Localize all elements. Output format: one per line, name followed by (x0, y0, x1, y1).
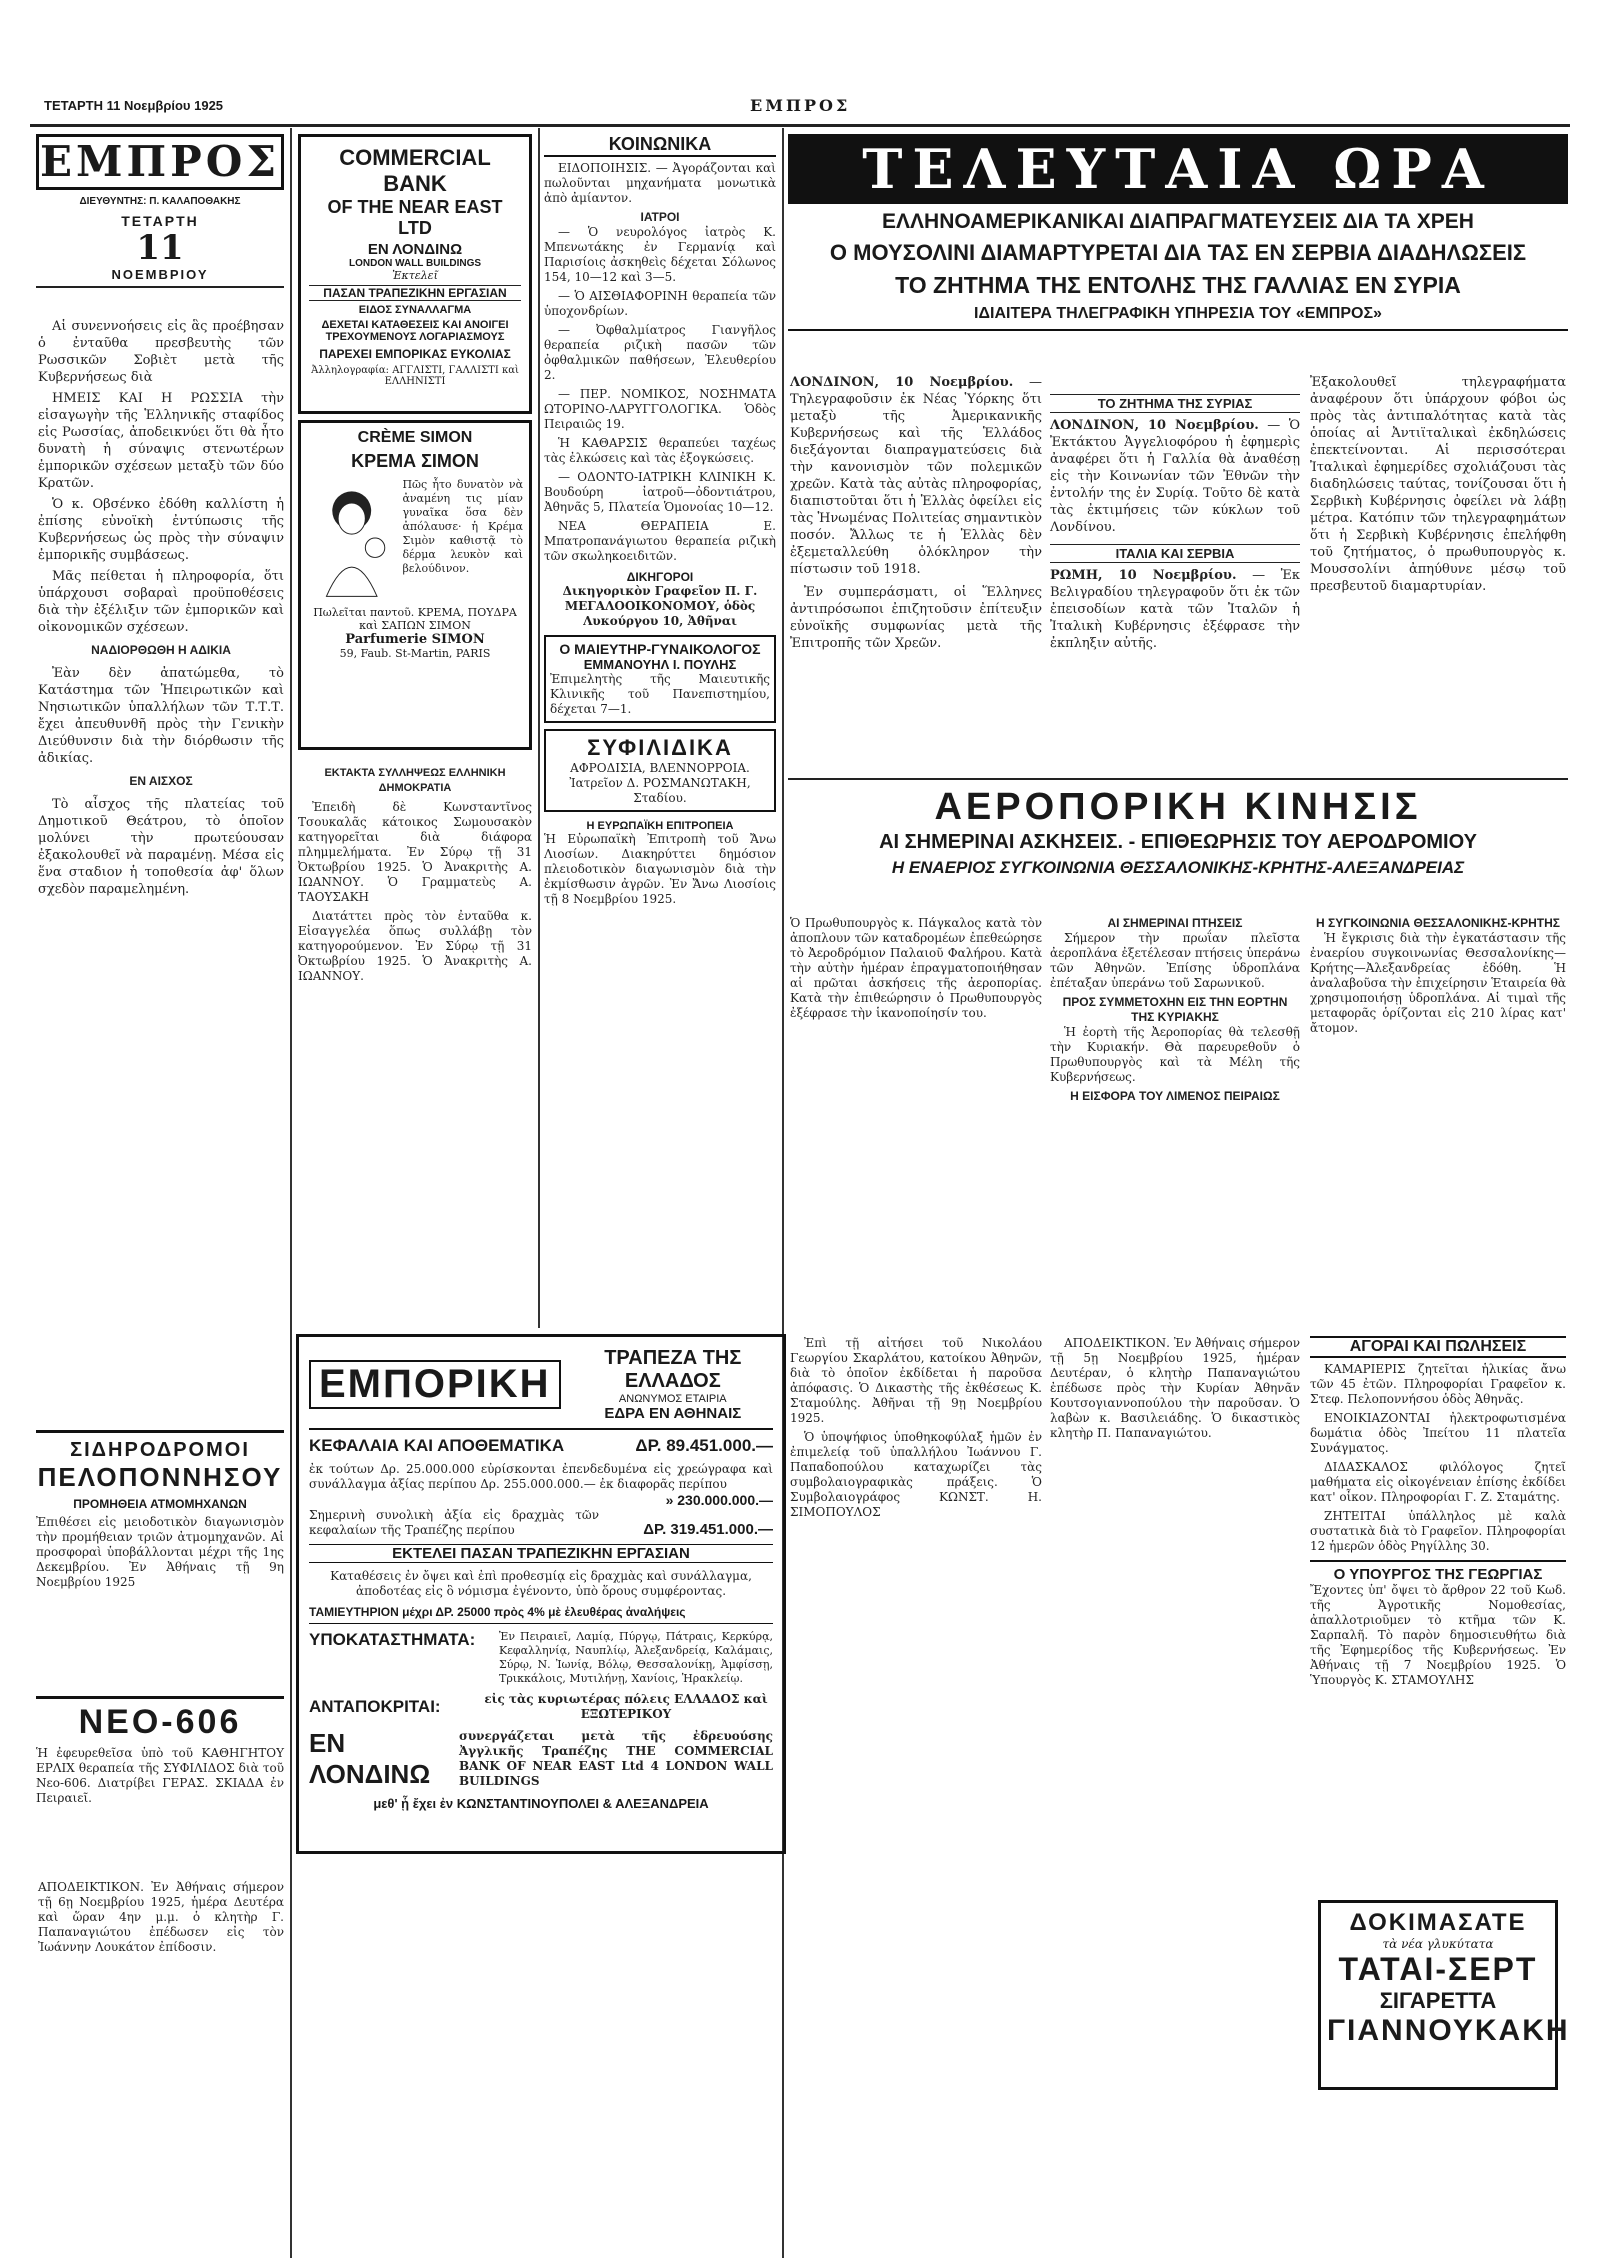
aero-col2-title2: ΠΡΟΣ ΣΥΜΜΕΤΟΧΗΝ ΕΙΣ ΤΗΝ ΕΟΡΤΗΝ ΤΗΣ ΚΥΡΙΑΚΗΣ (1062, 995, 1288, 1024)
aero-col3-title: Η ΣΥΓΚΟΙΝΩΝΙΑ ΘΕΣΣΑΛΟΝΙΚΗΣ-ΚΡΗΤΗΣ (1316, 916, 1560, 930)
bank-ad-city: ΕΝ ΛΟΝΔΙΝΩ (367, 241, 463, 258)
midwife-name: ΕΜΜΑΝΟΥΗΛ Ι. ΠΟΥΛΗΣ (583, 657, 737, 672)
social-item-1: ΙΑΤΡΟΙ (640, 210, 680, 224)
social-item-4: — Ὀφθαλμίατρος Γιανγῆλος θεραπεία ριζικὴ πασῶν τῶν ὀφθαλμικῶν παθήσεων, Ἐλευθερίου 2. (544, 323, 776, 382)
estate-col (790, 1336, 1042, 1524)
bank-ad-current: ΤΡΕΧΟΥΜΕΝΟΥΣ ΛΟΓΑΡΙΑΣΜΟΥΣ (325, 331, 505, 343)
column-rule-3 (782, 128, 784, 2258)
minister-text: Ἔχοντες ὑπ' ὄψει τὸ ἄρθρον 22 τοῦ Κωδ. τῆς Ἀγροτικῆς Νομοθεσίας, ἀπαλλοτριοῦμεν τὸ κτῆμα τῶν Κ. Σαρπαλῆ. Τὸ παρὸν δημοσιευθήτω διὰ τῆς Ἐφημερίδος τῆς Κυβερνήσεως. Ἐν Ἀθήναις τῇ 7 Νοεμβρίου 1925. Ὁ Ὑπουργὸς Κ. ΣΤΑΜΟΥΛΗΣ (1310, 1583, 1566, 1687)
sales-title: ΑΓΟΡΑΙ ΚΑΙ ΠΩΛΗΣΕΙΣ (1310, 1336, 1566, 1358)
tobacco-line1: ΔΟΚΙΜΑΣΑΤΕ (1349, 1909, 1527, 1936)
london-text: — Τηλεγραφοῦσιν ἐκ Νέας Ὑόρκης ὅτι μεταξὺ τῆς Ἀμερικανικῆς Κυβερνήσεως καὶ τῆς Ἑλλάδος διεξάγονται διαπραγματεύσεις διὰ τὴν κανονισμὸν τῶν πολεμικῶν χρεῶν. Κατὰ τὰς αὐτὰς πληροφορίας, διαπιστοῦται ὅτι ἡ Ἑλλὰς ὀφείλει εἰς τὰς Ἡνωμένας Πολιτείας σημαντικὸν ποσόν. Ἄλλως τε ἡ Ἑλλὰς δὲν ἐξεμεταλλεύθη ὁλόκληρον τὴν πίστωσιν τοῦ 1918. (790, 375, 1042, 577)
social-item-6: Ἡ ΚΑΘΑΡΣΙΣ θεραπεύει ταχέως τὰς ἐλκώσεις καὶ τὰς ἐξογκώσεις. (544, 436, 776, 465)
italy-title: ΙΤΑΛΙΑ ΚΑΙ ΣΕΡΒΙΑ (1050, 544, 1300, 563)
legal-notice (298, 766, 532, 988)
bank-ad-address: LONDON WALL BUILDINGS (348, 258, 482, 269)
emporiki-services: ΕΚΤΕΛΕΙ ΠΑΣΑΝ ΤΡΑΠΕΖΙΚΗΝ ΕΡΓΑΣΙΑΝ (309, 1544, 773, 1563)
social-item-5: — ΠΕΡ. ΝΟΜΙΚΟΣ, ΝΟΣΗΜΑΤΑ ΩΤΟΡΙΝΟ-ΛΑΡΥΓΓΟΛΟΓΙΚΑ. Ὁδὸς Πειραιῶς 19. (544, 387, 776, 431)
social-item-8: ΝΕΑ ΘΕΡΑΠΕΙΑ Ε. Μπατροπανάγιωτου θεραπεία ριζικὴ τῶν σκωληκοειδιτῶν. (544, 519, 776, 563)
aero-subtitle2: Η ΕΝΑΕΡΙΟΣ ΣΥΓΚΟΙΝΩΝΙΑ ΘΕΣΣΑΛΟΝΙΚΗΣ-ΚΡΗΤΗΣ-ΑΛΕΞΑΝΔΡΕΙΑΣ (891, 858, 1465, 877)
aero-rule (788, 778, 1568, 780)
creme-text: Πῶς ἦτο δυνατὸν νὰ ἀναμένη τις μίαν γυναῖκα ὅσα δὲν ἀπόλαυσε· ἡ Κρέμα Σιμὸν καθιστᾷ τὸ δέρμα λευκὸν καὶ βελούδινον. (402, 478, 523, 575)
commercial-bank-ad (298, 134, 532, 414)
banner-line3: ΤΟ ΖΗΤΗΜΑ ΤΗΣ ΕΝΤΟΛΗΣ ΤΗΣ ΓΑΛΛΙΑΣ ΕΝ ΣΥΡΙΑ (895, 272, 1461, 298)
emporiki-sub: ΑΝΩΝΥΜΟΣ ΕΤΑΙΡΙΑ (618, 1393, 727, 1405)
midwife-title: Ο ΜΑΙΕΥΤΗΡ-ΓΥΝΑΙΚΟΛΟΓΟΣ (559, 641, 761, 657)
rail-ad-subtitle: ΠΕΛΟΠΟΝΝΗΣΟΥ (37, 1462, 283, 1492)
capital-line1: ἐκ τούτων Δρ. 25.000.000 εὐρίσκονται ἐπενδεδυμένα εἰς χρεώγραφα καὶ συνάλλαγμα ἀξίας περίπου Δρ. 255.000.000.— ἐκ διαφορᾶς περίπου (309, 1462, 773, 1491)
legal-text2: Διατάττει πρὸς τὸν ἐνταῦθα κ. Εἰσαγγελέα ὅπως συλλάβῃ τὸν κατηγορούμενον. Ἐν Σύρῳ τῇ 31 Ὀκτωβρίου 1925. Ὁ Ἀνακριτὴς Α. ΙΩΑΝΝΟΥ. (298, 909, 532, 983)
section3-title: ΕΝ ΑΙΣΧΟΣ (129, 774, 193, 788)
column-rule-2 (538, 128, 540, 1328)
aero-col3-text: Ἡ ἔγκρισις διὰ τὴν ἐγκατάστασιν τῆς ἐναερίου συγκοινωνίας Θεσσαλονίκης—Κρήτης—Ἀλεξανδρείας ἐδόθη. Ἡ ἀναλαβοῦσα τὴν ἐπιχείρησιν Ἑταιρεία θὰ χρησιμοποιήσῃ ὑδροπλάνα. Αἱ τιμαὶ τῆς μεταφορᾶς ὁρίζονται εἰς 210 λίρας κατ' ἄτομον. (1310, 931, 1566, 1035)
emporiki-savings: ΤΑΜΙΕΥΤΗΡΙΟΝ μέχρι ΔΡ. 25000 πρὸς 4% μὲ ἐλευθέρας ἀναλήψεις (309, 1605, 773, 1624)
aero-col1: Ὁ Πρωθυπουργὸς κ. Πάγκαλος κατὰ τὸν ἀποπλουν τῶν καταδρομέων ἐπεθεώρησε τὸ Ἀεροδρόμιον Παλαιοῦ Φαλήρου. Κατὰ τὴν αὐτὴν ἡμέραν ἐπραγματοποιήθησαν αἱ πρῶται ἀσκήσεις τῆς ἀεροπορίας. Κατὰ τὴν ἐπιθεώρησιν ὁ Πρωθυπουργὸς ἐξέφρασε τὴν ἱκανοποίησίν του. (790, 916, 1042, 1020)
bank-ad-label: Ἐκτελεῖ (392, 269, 438, 282)
banner-line2: Ο ΜΟΥΣΟΛΙΝΙ ΔΙΑΜΑΡΤΥΡΕΤΑΙ ΔΙΑ ΤΑΣ ΕΝ ΣΕΡΒΙΑ ΔΙΑΔΗΛΩΣΕΙΣ (829, 240, 1527, 265)
masthead (36, 134, 284, 288)
sales-item-3: ΖΗΤΕΙΤΑΙ ὑπάλληλος μὲ καλὰ συστατικὰ διὰ τὸ Γραφεῖον. Πληροφορίαι 12 ἡμερῶν ὁδὸς Ρηγίλλης 30. (1310, 1509, 1566, 1553)
editorial-p4: Μᾶς πείθεται ἡ πληροφορία, ὅτι ὑπάρχουσι σοβαραὶ προϋποθέσεις διὰ τὴν ἐξέλιξιν τῶν ἐμπορικῶν καὶ οἰκονομικῶν σχέσεων. (38, 569, 284, 635)
aero-col2-title3: Η ΕΙΣΦΟΡΑ ΤΟΥ ΛΙΜΕΝΟΣ ΠΕΙΡΑΙΩΣ (1070, 1089, 1280, 1103)
branches-label: ΥΠΟΚΑΤΑΣΤΗΜΑΤΑ: (309, 1630, 476, 1649)
sales-item-2: ΔΙΔΑΣΚΑΛΟΣ φιλόλογος ζητεῖ μαθήματα εἰς οἰκογένειαν ἐπίσης ἐκδίδει κατ' οἶκον. Πληροφορίαι Γ. Ζ. Σταμάτης. (1310, 1460, 1566, 1504)
tobacco-line2: τὰ νέα γλυκύτατα (1382, 1937, 1494, 1951)
lawyer-title: ΔΙΚΗΓΟΡΟΙ (626, 570, 694, 584)
creme-title-gr: ΚΡΕΜΑ ΣΙΜΟΝ (351, 451, 479, 471)
aero-section (788, 786, 1568, 878)
estate-text: Ἐπὶ τῇ αἰτήσει τοῦ Νικολάου Γεωργίου Σκαρλάτου, κατοίκου Ἀθηνῶν, διὰ τὸ ὁποῖον ἐκδίδεται ἡ παροῦσα ἀπόφασις. Ὁ Δικαστὴς τῆς ἐκθέσεως Κ. Σταμούλης. Ἀθῆναι τῇ 9ῃ Νοεμβρίου 1925. (790, 1336, 1042, 1425)
date-line: ΤΕΤΑΡΤΗ 11 Νοεμβρίου 1925 (44, 98, 224, 113)
tobacco-line3: ΤΑΤΑΙ-ΣΕΡΤ (1338, 1951, 1538, 1987)
tobacco-line5: ΓΙΑΝΝΟΥΚΑΚΗ (1327, 2014, 1570, 2047)
aero-subtitle: ΑΙ ΣΗΜΕΡΙΝΑΙ ΑΣΚΗΣΕΙΣ. - ΕΠΙΘΕΩΡΗΣΙΣ ΤΟΥ ΑΕΡΟΔΡΟΜΙΟΥ (879, 831, 1477, 853)
banner-title: ΤΕΛΕΥΤΑΙΑ ΩΡΑ (788, 134, 1568, 204)
aero-col2-text: Σήμερον τὴν πρωΐαν πλεῖστα ἀεροπλάνα ἐξετέλεσαν πτήσεις ὑπεράνω τῶν Ἀθηνῶν. Ἐπίσης ὑδροπλάνα ἐπέταξαν ὑπεράνω τοῦ Σαρωνικοῦ. (1050, 931, 1300, 990)
bank-ad-exchange: ΕΙΔΟΣ ΣΥΝΑΛΛΑΓΜΑ (358, 304, 472, 316)
london-label: ΕΝ ΛΟΝΔΙΝΩ (309, 1728, 431, 1789)
bank-ad-services: ΠΑΣΑΝ ΤΡΑΠΕΖΙΚΗΝ ΕΡΓΑΣΙΑΝ (309, 285, 521, 301)
capital-line1-value: » 230.000.000.— (665, 1492, 773, 1508)
aero-title: ΑΕΡΟΠΟΡΙΚΗ ΚΙΝΗΣΙΣ (934, 786, 1422, 828)
rome-dateline: ΡΩΜΗ, 10 Νοεμβρίου. (1050, 568, 1237, 583)
news-col-a (790, 374, 1042, 656)
rail-ad-title: ΣΙΔΗΡΟΔΡΟΜΟΙ (70, 1439, 250, 1461)
rome-text: — Ἐκ Βελιγραδίου τηλεγραφοῦν ὅτι ἐκ τῶν ἐπεισοδίων κατὰ τῶν Ἰταλῶν ἡ Ἰταλικὴ Κυβέρνησις ἐξέφρασε τὴν ἐκπληξιν αὐτῆς. (1050, 568, 1300, 651)
minister-title: Ο ΥΠΟΥΡΓΟΣ ΤΗΣ ΓΕΩΡΓΙΑΣ (1310, 1560, 1566, 1583)
masthead-director: ΔΙΕΥΘΥΝΤΗΣ: Π. ΚΑΛΑΠΟΘΑΚΗΣ (79, 196, 241, 207)
sales-section (1310, 1336, 1566, 1688)
woman-illustration-icon (307, 478, 396, 598)
header-rule (30, 124, 1570, 127)
bank-ad-facilities: ΠΑΡΕΧΕΙ ΕΜΠΟΡΙΚΑΣ ΕΥΚΟΛΙΑΣ (319, 347, 511, 361)
emporiki-title: ΕΜΠΟΡΙΚΗ (309, 1360, 561, 1409)
editorial-p1: Αἱ συνεννοήσεις εἰς ἃς προέβησαν ὁ ἐνταῦθα πρεσβευτὴς τῶν Ρωσσικῶν Σοβιὲτ μετὰ τῆς Κυβερνήσεως διὰ (38, 319, 284, 385)
syphilis-box (544, 729, 776, 812)
corr-text: εἰς τὰς κυριωτέρας πόλεις ΕΛΛΑΔΟΣ καὶ ΕΞΩΤΕΡΙΚΟΥ (484, 1692, 768, 1721)
rail-ad-text: Ἐπιθέσει εἰς μειοδοτικὸν διαγωνισμὸν τὴν προμήθειαν τριῶν ἀτμομηχανῶν. Αἱ προσφοραὶ ὑποβάλλονται μέχρι τῆς 1ης Δεκεμβρίου. Ἐν Ἀθήναις τῇ 9η Νοεμβρίου 1925 (36, 1515, 284, 1589)
editorial (38, 318, 284, 902)
creme-title: CRÈME SIMON (357, 429, 473, 446)
midwife-box (544, 635, 776, 723)
legal-title: ΕΚΤΑΚΤΑ ΣΥΛΛΗΨΕΩΣ ΕΛΛΗΝΙΚΗ ΔΗΜΟΚΡΑΤΙΑ (324, 767, 506, 794)
section2-title: ΝΑΔΙΟΡΘΩΘΗ Η ΑΔΙΚΙΑ (91, 643, 231, 657)
capital-value: ΔΡ. 89.451.000.— (635, 1436, 773, 1455)
editorial-p2: ΗΜΕΙΣ ΚΑΙ Η ΡΩΣΣΙΑ τὴν εἰσαγωγὴν τῆς Ἑλληνικῆς σταφίδος εἰς Ρωσσίας, ἀποδεικνύει ὅτι θὰ ἦτο δυνατὴ ἡ σύναψις στενωτέρων ἐμπορικῶν σχέσεων μεταξὺ τῶν δύο Κρατῶν. (38, 391, 284, 491)
masthead-name: ΕΜΠΡΟΣ (36, 134, 284, 190)
aero-col2 (1050, 916, 1300, 1104)
social-column (544, 134, 776, 907)
creme-address: 59, Faub. St-Martin, PARIS (339, 647, 491, 660)
neo-ad-title: ΝΕΟ-606 (78, 1703, 242, 1741)
creme-simon-ad (298, 420, 532, 750)
social-item-2: — Ὁ νευρολόγος ἰατρὸς Κ. Μπενωτάκης ἐν Γερμανίᾳ καὶ Παρισίοις ἀσκηθεὶς δέχεται Σόλωνος 154, 10—12 καὶ 3—5. (544, 225, 776, 284)
sales-item-1: ΕΝΟΙΚΙΑΖΟΝΤΑΙ ἠλεκτροφωτισμένα δωμάτια ὁδὸς Ἰπείτου 11 πλατεῖα Συνάγματος. (1310, 1411, 1566, 1455)
london-text2: Ἐν συμπεράσματι, οἱ Ἕλληνες ἀντιπρόσωποι ἐπιζητοῦσιν ἐπίτευξιν εὐνοϊκῆς συμφωνίας μετὰ τῆς Ἐπιτροπῆς τῶν Χρεῶν. (790, 585, 1042, 651)
london-dateline: ΛΟΝΔΙΝΟΝ, 10 Νοεμβρίου. (790, 375, 1014, 390)
section2-p1: Ἐὰν δὲν ἀπατώμεθα, τὸ Κατάστημα τῶν Ἠπειρωτικῶν καὶ Νησιωτικῶν ὑπαλλήλων τῶν Τ.Τ.Τ. ἔχει ἀπευθυνθῆ πρὸς τὴν Γενικὴν Διεύθυνσιν διὰ τὴν διόρθωσιν τῆς ἀδικίας. (38, 666, 284, 766)
editorial-p3: Ὁ κ. Οβσένκο ἐδόθη καλλίστη ἡ ἐπίσης εὐνοϊκὴ ἐντύπωσις τῆς Κυβερνήσεως ὡς πρὸς τὴν σύναψιν ἐμπορικῆς συμβάσεως. (38, 497, 284, 563)
capital-line2-value: ΔΡ. 319.451.000.— (643, 1521, 773, 1538)
syphilis-title: ΣΥΦΙΛΙΔΙΚΑ (587, 735, 733, 760)
masthead-day: 11 (136, 228, 184, 268)
news-col-b (1050, 374, 1300, 652)
emporiki-footer: μεθ' ᾗ ἔχει ἐν ΚΩΝΣΤΑΝΤΙΝΟΥΠΟΛΕΙ & ΑΛΕΞΑΝΔΡΕΙΑ (373, 1796, 709, 1811)
syria-text: — Ὁ Ἐκτάκτου Ἀγγελιοφόρου ἡ ἐφημερὶς ἀναφέρει ὅτι ἡ Γαλλία θὰ ἀναθέσῃ εἰς τὴν Κοινωνίαν τῶν Ἐθνῶν τὴν ἐντολήν της ἐν Συρίᾳ. Τοῦτο δὲ κατὰ τὰς ἐκτιμήσεις τῶν κύκλων τοῦ Λονδίνου. (1050, 418, 1300, 535)
syphilis-text: ΑΦΡΟΔΙΣΙΑ, ΒΛΕΝΝΟΡΡΟΙΑ. Ἰατρεῖον Δ. ΡΟΣΜΑΝΩΤΑΚΗ, Σταδίου. (569, 761, 751, 805)
social-item-0: ΕΙΔΟΠΟΙΗΣΙΣ. — Ἀγοράζονται καὶ πωλοῦνται μηχανήματα μονωτικὰ ἀπὸ ἀμίαντον. (544, 161, 776, 205)
notice-title: Η ΕΥΡΩΠΑΪΚΗ ΕΠΙΤΡΟΠΕΙΑ (586, 820, 734, 832)
social-item-7: — ΟΔΟΝΤΟ-ΙΑΤΡΙΚΗ ΚΛΙΝΙΚΗ Κ. Βουδούρη ἰατροῦ—ὀδοντιάτρου, Ἀθηνᾶς 5, Πλατεία Ὁμονοίας 10—12. (544, 470, 776, 514)
corr-label: ΑΝΤΑΠΟΚΡΙΤΑΙ: (309, 1697, 441, 1716)
rail-ad-caption: ΠΡΟΜΗΘΕΙΑ ΑΤΜΟΜΗΧΑΝΩΝ (73, 1497, 247, 1511)
creme-footer: Πωλεῖται παντοῦ. ΚΡΕΜΑ, ΠΟΥΔΡΑ καὶ ΣΑΠΩΝ ΣΙΜΟΝ (313, 606, 517, 632)
syria-dateline: ΛΟΝΔΙΝΟΝ, 10 Νοεμβρίου. (1050, 418, 1259, 433)
neo-ad (36, 1696, 284, 1806)
banner-line1: ΕΛΛΗΝΟΑΜΕΡΙΚΑΝΙΚΑΙ ΔΙΑΠΡΑΓΜΑΤΕΥΣΕΙΣ ΔΙΑ ΤΑ ΧΡΕΗ (882, 210, 1474, 233)
social-title: ΚΟΙΝΩΝΙΚΑ (544, 134, 776, 157)
column-rule-1 (290, 128, 292, 2258)
creme-maker: Parfumerie SIMON (345, 632, 485, 647)
aero-col2-text2: Ἡ ἐορτὴ τῆς Ἀεροπορίας θὰ τελεσθῇ τὴν Κυριακήν. Θὰ παρευρεθοῦν ὁ Πρωθυπουργὸς καὶ τὰ Μέλη τῆς Κυβερνήσεως. (1050, 1025, 1300, 1084)
tobacco-ad (1318, 1900, 1570, 2090)
social-item-3: — Ὁ ΑΙΣΘΙΑΦΟΡΙΝΗ θεραπεία τῶν ὑποχονδρίων. (544, 289, 776, 318)
masthead-weekday: ΤΕΤΑΡΤΗ (121, 213, 199, 229)
emporiki-deposits: Καταθέσεις ἐν ὄψει καὶ ἐπὶ προθεσμίᾳ εἰς δραχμὰς καὶ συνάλλαγμα, ἀποδοτέας εἰς ὃ νόμισμα ἐγένοντο, ὑπὸ ὅρους συμφέροντας. (330, 1569, 752, 1598)
bank-ad-subtitle: OF THE NEAR EAST LTD (327, 197, 503, 238)
bank-ad-languages: Ἀλληλογραφία: ΑΓΓΛΙΣΤΙ, ΓΑΛΛΙΣΤΙ καὶ ΕΛΛΗΝΙΣΤΙ (311, 365, 519, 387)
news-col-c: Ἐξακολουθεῖ τηλεγραφήματα ἀναφέρουν ὅτι ὑπάρχουν φόβοι ὡς πρὸς τὰς ἀντιπαλότητας κατὰ τὰς ὁποίας αἱ Ἀντιϊταλικαὶ ἐκδηλώσεις ἐπεκτείνονται. Αἱ περισσότεραι Ἰταλικαὶ ἐφημερίδες σχολιάζουσι τὰς διαδηλώσεις ταύτας, τονίζουσαι ὅτι ἡ Σερβικὴ Κυβέρνησις ὀφείλει νὰ λάβῃ μέτρα. Κατόπιν τῶν τηλεγραφημάτων ὅτι ἡ Σερβικὴ Κυβέρνησις ἐπελήφθη τοῦ ζητήματος, ὁ πρωθυπουργὸς κ. Μουσσολίνι ἀπηύθυνε μέσῳ τοῦ πρεσβευτοῦ διαμαρτυρίαν. (1310, 375, 1566, 594)
running-title: ΕΜΠΡΟΣ (750, 96, 851, 115)
masthead-month: ΝΟΕΜΒΡΙΟΥ (36, 267, 284, 288)
lawyer-text: Δικηγορικὸν Γραφεῖον Π. Γ. ΜΕΓΑΛΟΟΙΚΟΝΟΜΟΥ, ὁδὸς Λυκούργου 10, Ἀθῆναι (562, 584, 758, 628)
capital-label: ΚΕΦΑΛΑΙΑ ΚΑΙ ΑΠΟΘΕΜΑΤΙΚΑ (309, 1436, 565, 1455)
estate-text3: ΑΠΟΔΕΙΚΤΙΚΟΝ. Ἐν Ἀθήναις σήμερον τῇ 5ῃ Νοεμβρίου 1925, ἡμέραν Δευτέραν, ὁ κλητὴρ Παπαναγιώτου ἐπέδωσε πρὸς τὴν Κυρίαν Ἀθηνᾶν Κουτσογιαννοπούλου τὴν παροῦσαν. Ὁ λαβὼν κ. Βασιλειάδης. Ὁ δικαστικὸς κλητὴρ Π. Παπαναγιώτου. (1050, 1336, 1300, 1440)
banner-line4: ΙΔΙΑΙΤΕΡΑ ΤΗΛΕΓΡΑΦΙΚΗ ΥΠΗΡΕΣΙΑ ΤΟΥ «ΕΜΠΡΟΣ» (788, 305, 1568, 331)
running-header (30, 96, 1570, 118)
rail-ad (36, 1430, 284, 1590)
col1-notice: ΑΠΟΔΕΙΚΤΙΚΟΝ. Ἐν Ἀθήναις σήμερον τῇ 6ῃ Νοεμβρίου 1925, ἡμέρα Δευτέρα καὶ ὥραν 4ην μ.μ. ὁ κλητὴρ Γ. Παπαναγιώτου ἐπέδωσεν εἰς τὸν Ἰωάννην Λουκάτον ἐπίδοσιν. (38, 1880, 284, 1954)
estate-text2: Ὁ ὑποψήφιος ὑποθηκοφύλαξ ἡμῶν ἐν ἐπιμελείᾳ τοῦ ὑπαλλήλου Ἰωάννου Γ. Παπαδοπούλου καταχωρίζει τὰς συμβολαιογραφικὰς πράξεις. Ὁ Συμβολαιογράφος ΚΩΝΣΤ. Η. ΣΙΜΟΠΟΥΛΟΣ (790, 1430, 1042, 1519)
section3-p1: Τὸ αἶσχος τῆς πλατείας τοῦ Δημοτικοῦ Θεάτρου, τὸ ὁποῖον μολύνει τὴν πρωτεύουσαν ἐξακολουθεῖ νὰ παραμένῃ. Μέσα εἰς ἕνα σταδιον ἡ τοποθεσία ἀφ' ὅλων σχεδὸν παραμελημένη. (38, 797, 284, 897)
branches-text: Ἐν Πειραιεῖ, Λαμίᾳ, Πύργῳ, Πάτραις, Κερκύρᾳ, Κεφαλληνίᾳ, Ναυπλίῳ, Ἀλεξανδρείᾳ, Καλάμαις, Σύρῳ, Ν. Ἰωνίᾳ, Βόλῳ, Θεσσαλονίκῃ, Ἀμφίσσῃ, Τρικκάλοις, Μυτιλήνῃ, Χανίοις, Ἡρακλείῳ. (499, 1630, 773, 1685)
london-text: συνεργάζεται μετὰ τῆς ἐδρευούσης Ἀγγλικῆς Τραπέζης THE COMMERCIAL BANK OF NEAR EAST Ltd 4 LONDON WALL BUILDINGS (459, 1729, 773, 1788)
emporiki-seat: ΕΔΡΑ ΕΝ ΑΘΗΝΑΙΣ (604, 1405, 742, 1422)
emporiki-bank-ad (296, 1334, 786, 1854)
capital-line2: Σημερινὴ συνολικὴ ἀξία εἰς δραχμὰς τῶν κεφαλαίων τῆς Τραπέζης περίπου (309, 1508, 599, 1537)
sales-item-0: ΚΑΜΑΡΙΕΡΙΣ ζητεῖται ἡλικίας ἄνω τῶν 45 ἐτῶν. Πληροφορίαι Γραφεῖον κ. Στεφ. Πελοποννήσου ὁδὸς Ἀθηνᾶς. (1310, 1362, 1566, 1406)
legal-text: Ἐπειδὴ δὲ Κωνσταντῖνος Τσουκαλᾶς κάτοικος Σωμουσακὸν κατηγορεῖται διὰ διάφορα πλημμελήματα. Ἐν Σύρῳ τῇ 31 Ὀκτωβρίου 1925. Ὁ Ἀνακριτὴς Α. ΙΩΑΝΝΟΥ. Ὁ Γραμματεὺς Α. ΤΑΟΥΣΑΚΗ (298, 800, 532, 904)
aero-col3 (1310, 916, 1566, 1040)
syria-title: ΤΟ ΖΗΤΗΜΑ ΤΗΣ ΣΥΡΙΑΣ (1050, 394, 1300, 413)
notice-text: Ἡ Εὐρωπαϊκὴ Ἐπιτροπὴ τοῦ Ἄνω Λιοσίων. Διακηρύττει δημόσιον πλειοδοτικὸν διαγωνισμὸν διὰ τὴν ἐκμίσθωσιν ἀγρῶν. Ἐν Ἄνω Λιοσίοις τῇ 8 Νοεμβρίου 1925. (544, 832, 776, 906)
emporiki-title2: ΤΡΑΠΕΖΑ ΤΗΣ ΕΛΛΑΔΟΣ (604, 1347, 742, 1392)
bank-ad-title: COMMERCIAL BANK (339, 145, 491, 196)
neo-ad-text: Ἡ ἐφευρεθεῖσα ὑπὸ τοῦ ΚΑΘΗΓΗΤΟΥ ΕΡΛΙΧ θεραπεία τῆς ΣΥΦΙΛΙΔΟΣ διὰ τοῦ Νεο-606. Διατρίβει ΓΕΡΑΣ. ΣΚΙΑΔΑ ἐν Πειραιεῖ. (36, 1746, 284, 1805)
tobacco-line4: ΣΙΓΑΡΕΤΤΑ (1379, 1988, 1497, 2013)
top-banner (788, 134, 1568, 331)
estate-col-b (1050, 1336, 1300, 1445)
bank-ad-deposits: ΔΕΧΕΤΑΙ ΚΑΤΑΘΕΣΕΙΣ ΚΑΙ ΑΝΟΙΓΕΙ (321, 319, 509, 331)
midwife-text: Ἐπιμελητὴς τῆς Μαιευτικῆς Κλινικῆς τοῦ Πανεπιστημίου, δέχεται 7—1. (550, 672, 770, 716)
aero-col2-title1: ΑΙ ΣΗΜΕΡΙΝΑΙ ΠΤΗΣΕΙΣ (1107, 916, 1243, 930)
